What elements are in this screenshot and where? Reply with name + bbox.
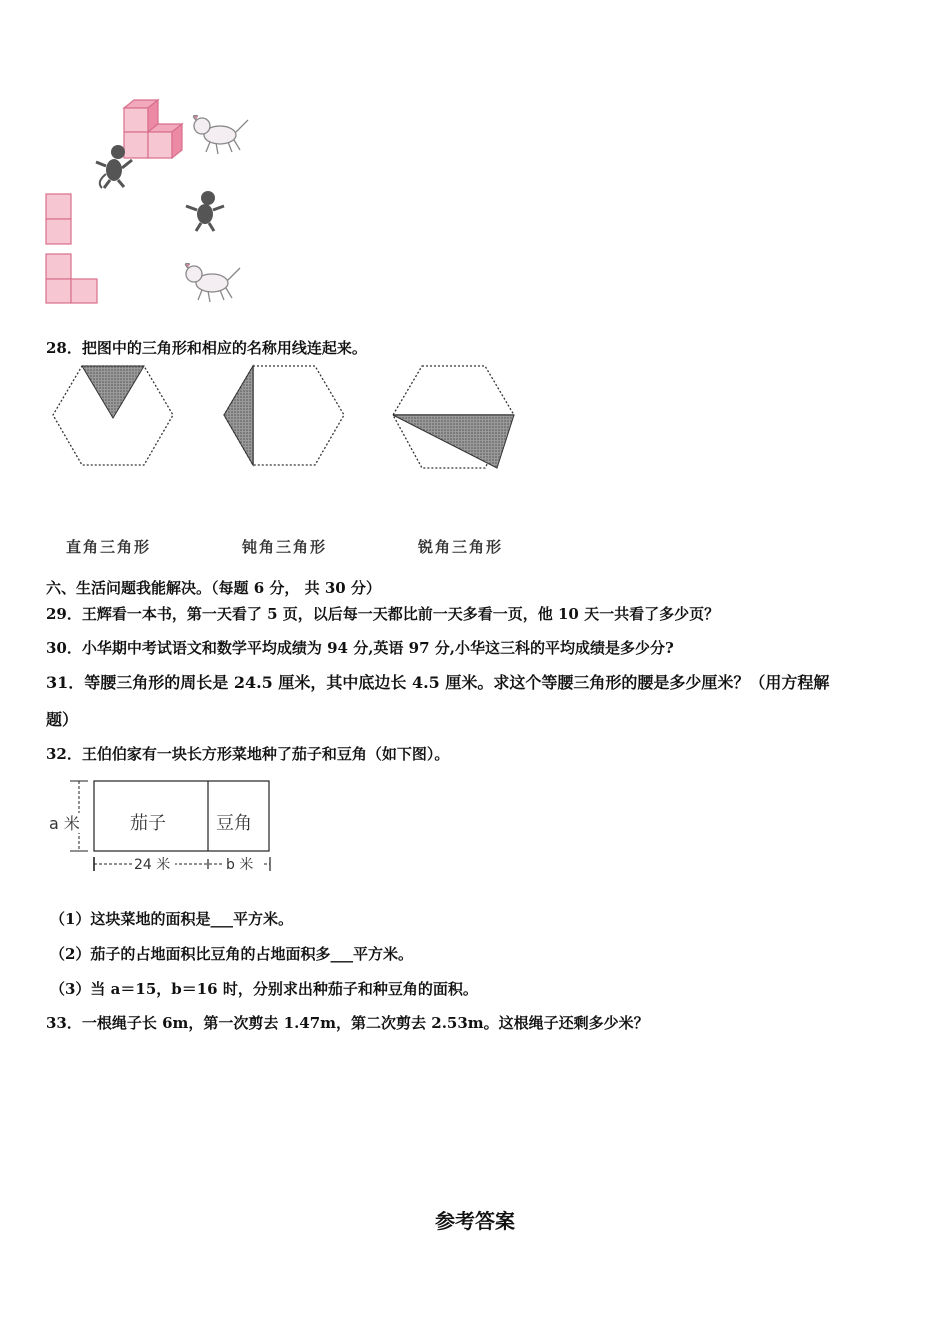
shaded-triangle-2 [224,366,253,465]
question-29: 29．王辉看一本书，第一天看了 5 页，以后每一天都比前一天多看一页，他 10 天一共看了多少页？ [46,605,720,623]
section-6-heading: 六、生活问题我能解决。（每题 6 分， 共 30 分） [46,579,381,597]
question-32-sub-2: （2）茄子的占地面积比豆角的占地面积多___平方米。 [50,945,413,963]
side-view [46,254,97,303]
question-30: 30．小华期中考试语文和数学平均成绩为 94 分,英语 97 分,小华这三科的平均成绩是多少分? [46,639,674,657]
question-31-line-1: 31．等腰三角形的周长是 24.5 厘米，其中底边长 4.5 厘米。求这个等腰三角形的腰是多少厘米？（用方程解 [46,673,830,692]
label-right-triangle: 直角三角形 [66,538,152,556]
width-24-label: 24 米 [134,857,171,873]
hexagon-figures [45,360,535,480]
label-acute-triangle: 锐角三角形 [418,538,504,556]
bean-label: 豆角 [216,813,252,834]
hexagon-1 [53,366,173,465]
monkey-icon [186,191,224,231]
width-b-label: b 米 [226,857,254,873]
hexagon-2 [224,366,344,465]
cube-stack [124,100,182,158]
question-32: 32．王伯伯家有一块长方形菜地种了茄子和豆角（如下图）。 [46,745,450,763]
question-28: 28．把图中的三角形和相应的名称用线连起来。 [46,339,367,357]
question-31-line-2: 题） [46,710,79,729]
cube-views-figure [40,90,270,315]
dog-icon [193,116,248,155]
shaded-triangle-1 [82,366,144,418]
label-obtuse-triangle: 钝角三角形 [242,538,328,556]
question-32-sub-1: （1）这块菜地的面积是___平方米。 [50,910,293,928]
dog-icon [185,264,240,303]
height-label: a 米 [49,814,80,833]
question-32-sub-3: （3）当 a＝15，b＝16 时，分别求出种茄子和种豆角的面积。 [50,980,478,998]
question-33: 33．一根绳子长 6m，第一次剪去 1.47m，第二次剪去 2.53m。这根绳子还剩多少米？ [46,1014,649,1032]
eggplant-label: 茄子 [130,813,166,834]
hexagon-3 [393,366,514,468]
shaded-triangle-3 [393,415,514,468]
front-view [46,194,71,244]
garden-diagram [44,775,284,875]
answer-title: 参考答案 [435,1209,515,1233]
